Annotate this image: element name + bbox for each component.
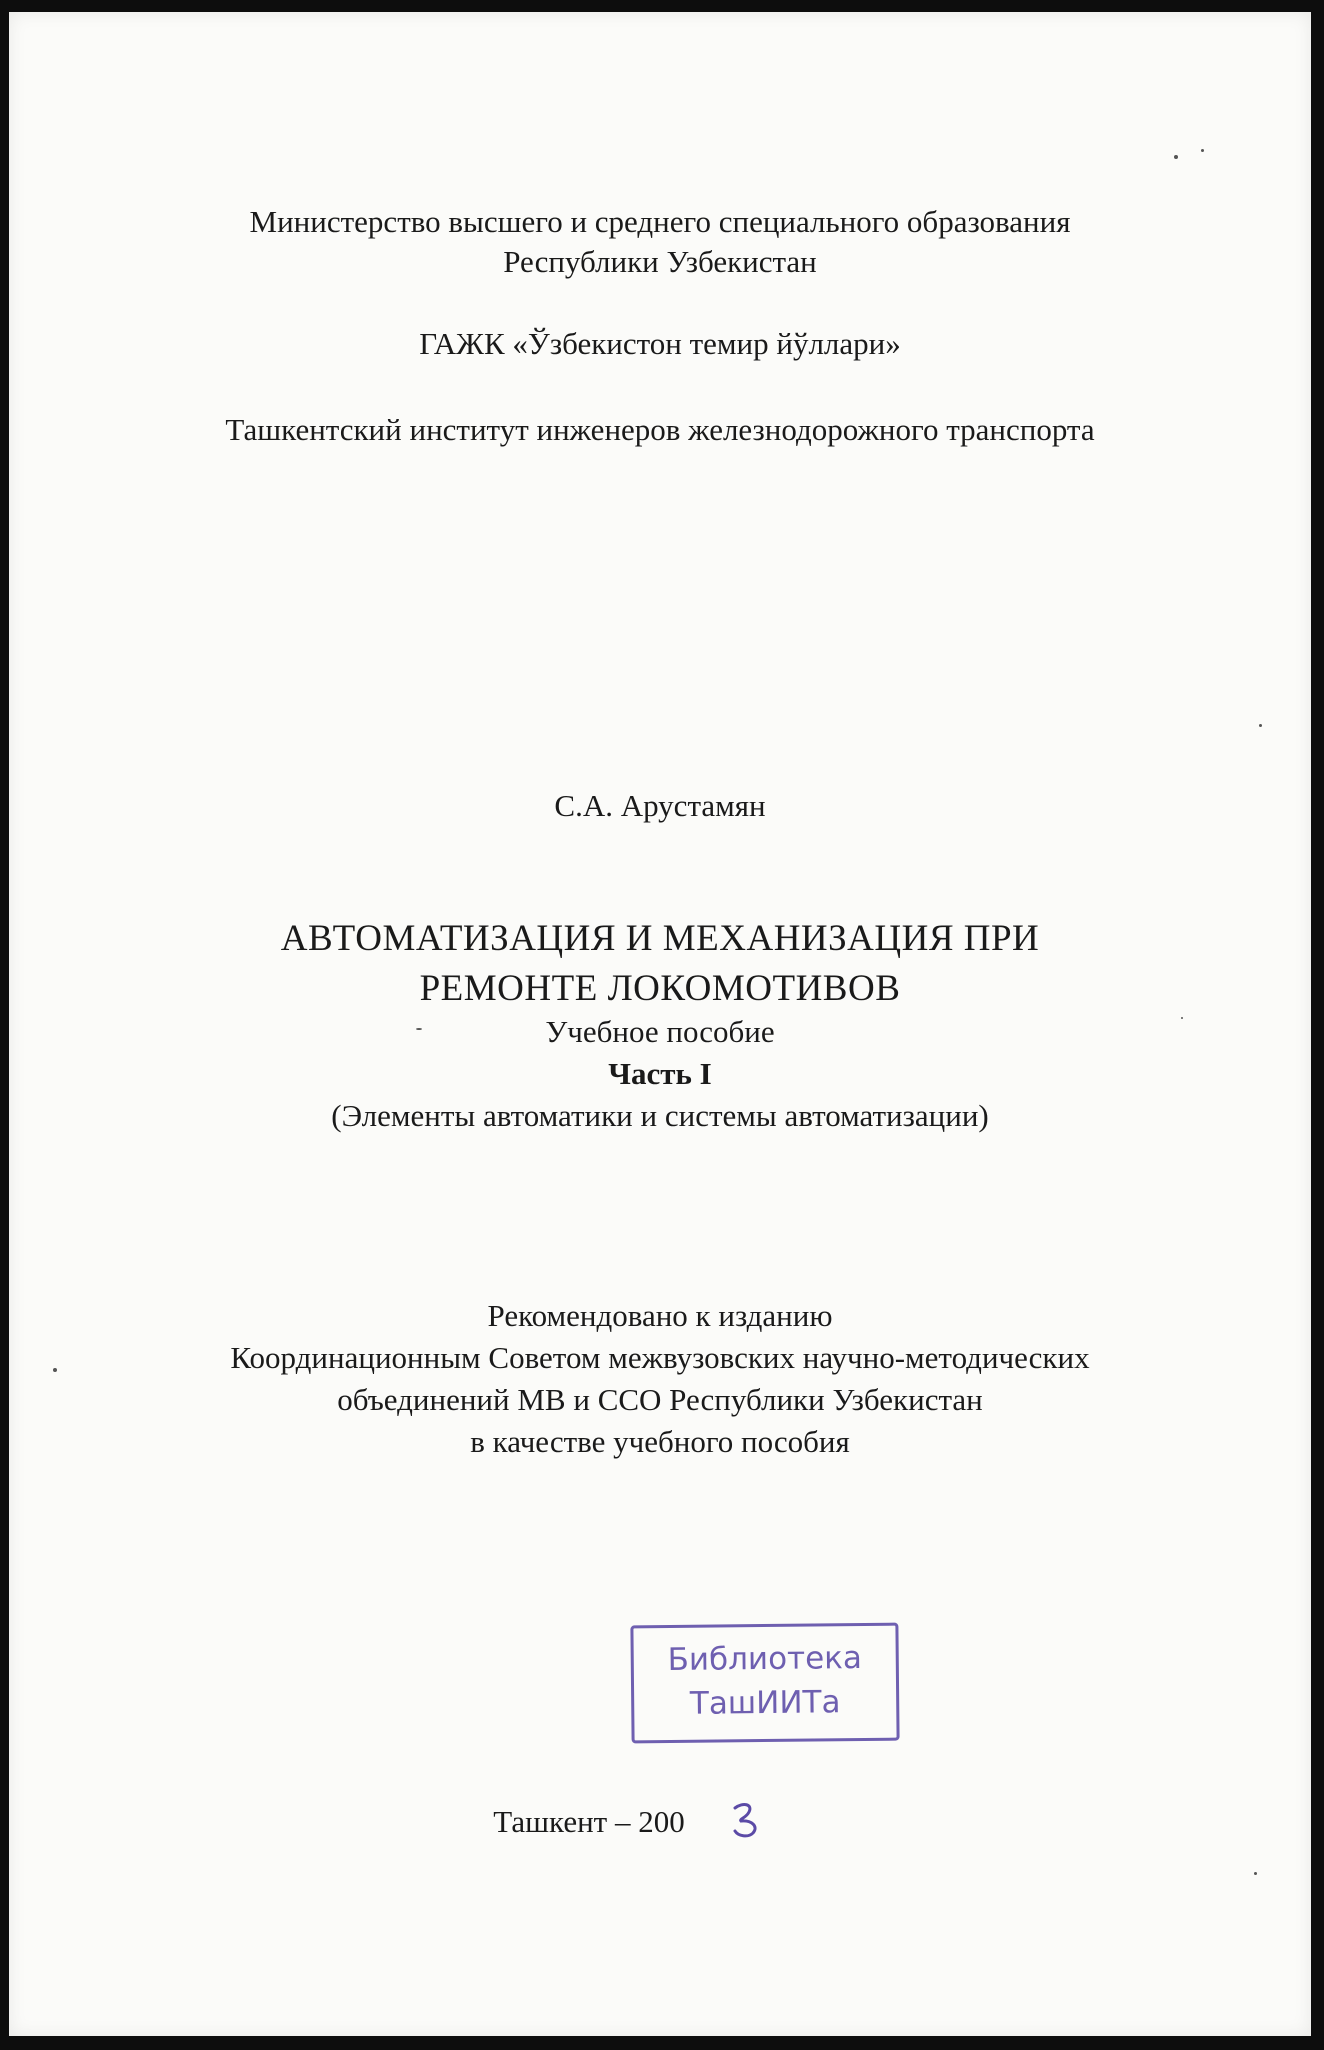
city-year-text: Ташкент – 200 (493, 1804, 685, 1839)
recommendation-line-2: Координационным Советом межвузовских научно-методических (230, 1340, 1090, 1375)
book-title-line-1: АВТОМАТИЗАЦИЯ И МЕХАНИЗАЦИЯ ПРИ (280, 918, 1040, 959)
ministry-line-2: Республики Узбекистан (503, 244, 817, 279)
institute-name: Ташкентский институт инженеров железнодорожного транспорта (225, 412, 1095, 447)
scan-speck (1174, 155, 1178, 159)
author-name: С.А. Арустамян (554, 788, 766, 823)
city-year (9, 1802, 1199, 1842)
recommendation-line-4: в качестве учебного пособия (470, 1424, 850, 1459)
recommendation-line-1: Рекомендовано к изданию (487, 1298, 833, 1333)
ministry-line-1: Министерство высшего и среднего специального образования (249, 204, 1071, 239)
scan-speck (53, 1368, 57, 1372)
title-page (9, 12, 1311, 2036)
scan-speck (1181, 1017, 1183, 1019)
publication-type: Учебное пособие (545, 1014, 775, 1049)
book-subtitle: (Элементы автоматики и системы автоматизации) (331, 1098, 989, 1133)
scan-speck (416, 1028, 422, 1030)
library-stamp (630, 1623, 899, 1744)
recommendation-line-3: объединений МВ и ССО Республики Узбекистан (337, 1382, 983, 1417)
scan-speck (1254, 1872, 1257, 1875)
scan-speck (1259, 724, 1262, 727)
company-name: ГАЖК «Ўзбекистон темир йўллари» (419, 326, 901, 361)
part-number: Часть I (608, 1056, 712, 1091)
book-title-line-2: РЕМОНТЕ ЛОКОМОТИВОВ (419, 968, 901, 1009)
stamp-line-1: Библиотека (667, 1639, 863, 1679)
stamp-line-2: ТашИИТа (689, 1684, 841, 1722)
scan-speck (1201, 149, 1204, 152)
handwritten-digit (729, 1800, 765, 1840)
